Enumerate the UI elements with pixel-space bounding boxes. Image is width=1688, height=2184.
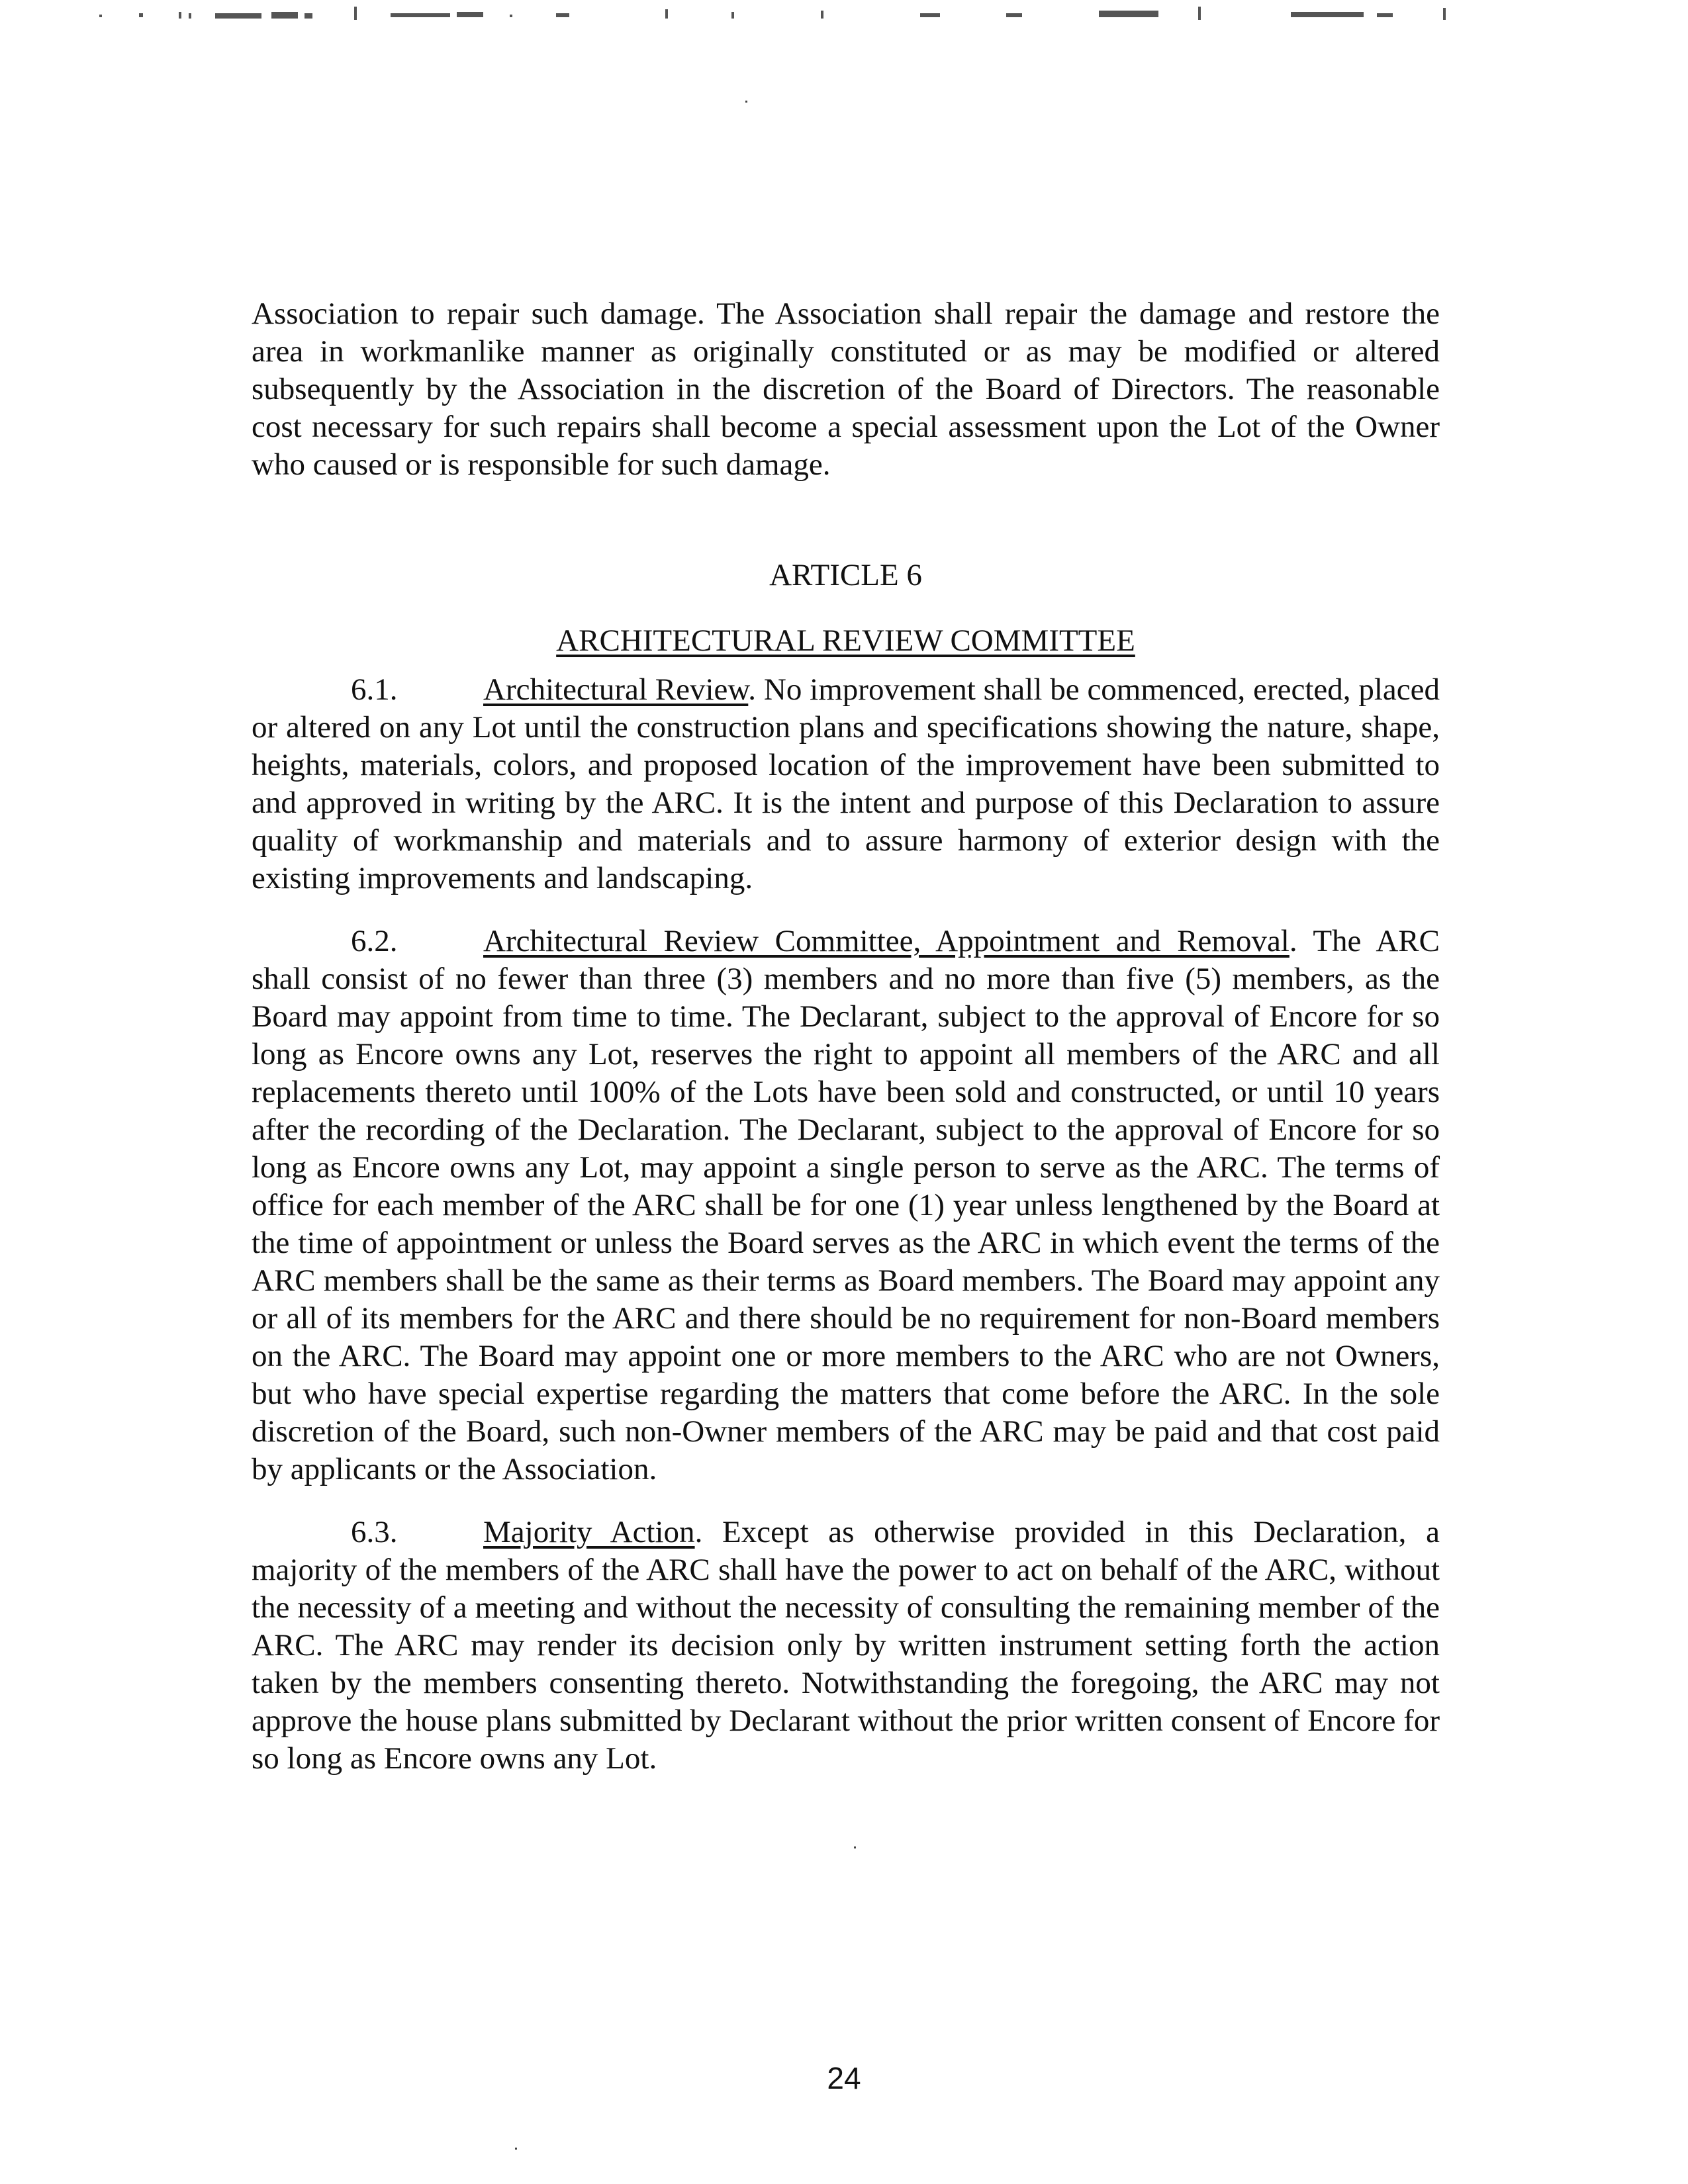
section-heading: Architectural Review Committee, Appointment and Removal xyxy=(483,924,1289,958)
scan-artifact-strip xyxy=(99,5,1456,23)
article-number: ARTICLE 6 xyxy=(769,558,922,592)
scan-speck xyxy=(854,1846,856,1848)
continuation-paragraph: Association to repair such damage. The Association shall repair the damage and restore the area in workmanlike manner as originally constituted or as may be modified or altered subsequently by the Association in the discretion of the Board of Directors. The reasonable cost necessary for such repairs shall become a special assessment upon the Lot of the Owner who caused or is responsible for such damage. xyxy=(252,296,1440,482)
scan-speck xyxy=(515,2148,517,2150)
section-6-3 xyxy=(252,1514,1440,1778)
section-body: . Except as otherwise provided in this Declaration, a majority of the members of the ARC shall have the power to act on behalf of the ARC, without the necessity of a meeting and without the necessity of consulting the remaining member of the ARC. The ARC may render its decision only by written instrument setting forth the action taken by the members consenting thereto. Notwithstanding the foregoing, the ARC may not approve the house plans submitted by Declarant without the prior written consent of Encore for so long as Encore owns any Lot. xyxy=(252,1515,1440,1776)
section-heading: Majority Action xyxy=(483,1515,695,1549)
section-number: 6.3. xyxy=(351,1515,398,1549)
section-body: . The ARC shall consist of no fewer than three (3) members and no more than five (5) members, as the Board may appoint from time to time. The Declarant, subject to the approval of Encore for so long as Encore owns any Lot, reserves the right to appoint all members of the ARC and all replacements thereto until 100% of the Lots have been sold and constructed, or until 10 years after the recording of the Declaration. The Declarant, subject to the approval of Encore for so long as Encore owns any Lot, may appoint a single person to serve as the ARC. The terms of office for each member of the ARC shall be for one (1) year unless lengthened by the Board at the time of appointment or unless the Board serves as the ARC in which event the terms of the ARC members shall be the same as their terms as Board members. The Board may appoint any or all of its members for the ARC and there should be no requirement for non-Board members on the ARC. The Board may appoint one or more members to the ARC who are not Owners, but who have special expertise regarding the matters that come before the ARC. In the sole discretion of the Board, such non-Owner members of the ARC may be paid and that cost paid by applicants or the Association. xyxy=(252,924,1440,1486)
article-title-text: ARCHITECTURAL REVIEW COMMITTEE xyxy=(556,623,1135,658)
page-number: 24 xyxy=(827,2061,861,2095)
section-heading: Architectural Review xyxy=(483,672,749,707)
section-6-2 xyxy=(252,923,1440,1488)
section-body: . No improvement shall be commenced, erected, placed or altered on any Lot until the construction plans and specifications showing the nature, shape, heights, materials, colors, and proposed location of the improvement have been submitted to and approved in writing by the ARC. It is the intent and purpose of this Declaration to assure quality of workmanship and materials and to assure harmony of exterior design with the existing improvements and landscaping. xyxy=(252,672,1440,895)
section-number: 6.1. xyxy=(351,672,398,707)
article-title xyxy=(252,622,1440,660)
section-6-1 xyxy=(252,671,1440,897)
section-number: 6.2. xyxy=(351,924,398,958)
scan-speck xyxy=(745,101,747,103)
document-body xyxy=(252,295,1440,1778)
